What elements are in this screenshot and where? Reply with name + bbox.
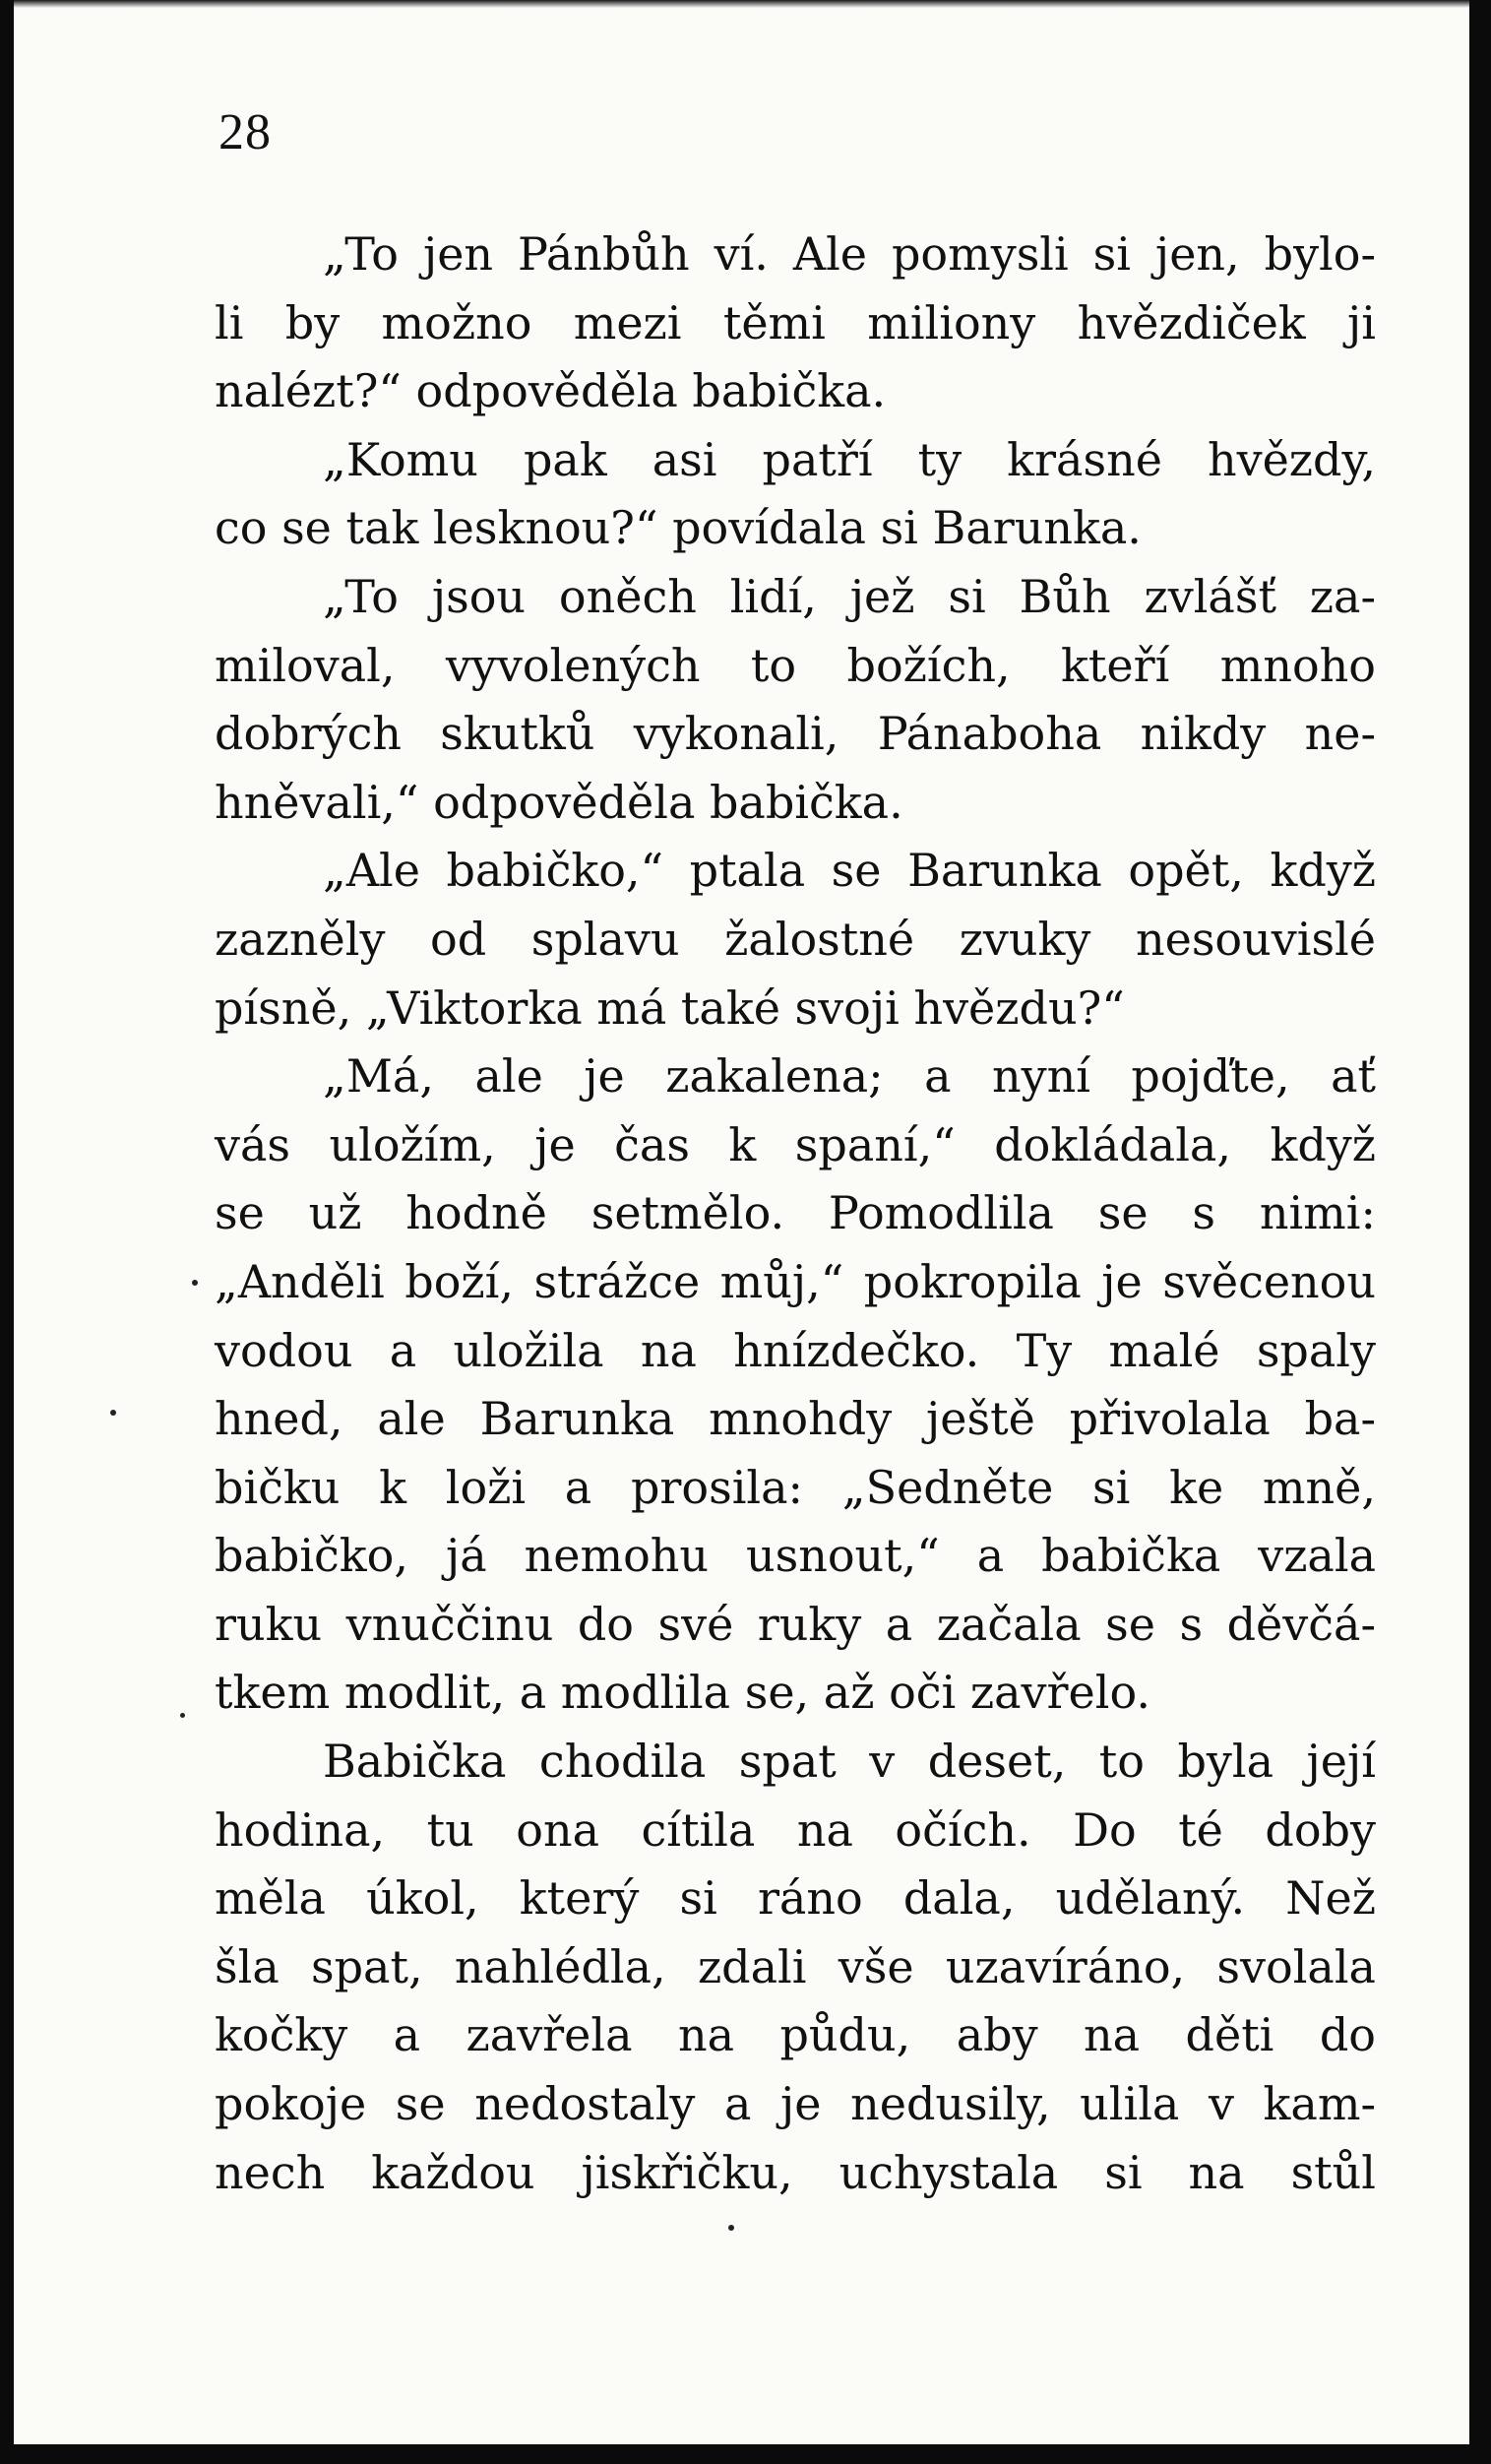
scan-speck [110,1410,116,1416]
text-line: vás uložím, je čas k spaní,“ dokládala, když [215,1117,1376,1171]
text-line: písně, „Viktorka má také svoji hvězdu?“ [215,980,1125,1035]
scan-edge-bottom [0,2444,1491,2464]
text-line: nech každou jiskřičku, uchystala si na stůl [215,2145,1376,2199]
text-line: „To jen Pánbůh ví. Ale pomysli si jen, bylo- [323,227,1376,281]
text-line: „Ale babičko,“ ptala se Barunka opět, když [323,844,1376,898]
text-line: hodina, tu ona cítila na očích. Do té doby [215,1802,1376,1857]
body-text [215,221,1376,2207]
text-line: „Anděli boží, strážce můj,“ pokropila je svěcenou [215,1254,1376,1308]
scan-speck [192,1280,198,1286]
text-line: vodou a uložila na hnízdečko. Ty malé spaly [215,1323,1376,1377]
text-line: ruku vnuččinu do své ruky a začala se s děvčá- [215,1597,1376,1651]
text-line: co se tak lesknou?“ povídala si Barunka. [215,501,1142,555]
scan-edge-left [0,0,14,2464]
text-line: zazněly od splavu žalostné zvuky nesouvislé [215,912,1376,966]
page-number: 28 [218,104,272,160]
text-line: šla spat, nahlédla, zdali vše uzavíráno, svolala [215,1939,1376,1993]
text-line: Babička chodila spat v deset, to byla její [323,1735,1376,1789]
text-line: hněvali,“ odpověděla babička. [215,775,903,829]
scan-edge-right [1469,0,1491,2464]
text-line: měla úkol, který si ráno dala, udělaný. Než [215,1871,1376,1926]
text-line: kočky a zavřela na půdu, aby na děti do [215,2008,1376,2062]
text-line: babičko, já nemohu usnout,“ a babička vzala [215,1529,1376,1583]
text-line: bičku k loži a prosila: „Sedněte si ke mně, [215,1460,1376,1514]
text-line: se už hodně setmělo. Pomodlila se s nimi: [215,1186,1376,1240]
text-line: dobrých skutků vykonali, Pánaboha nikdy ne- [215,707,1376,761]
text-line: pokoje se nedostaly a je nedusily, ulila v kam- [215,2077,1376,2131]
text-line: „To jsou oněch lidí, jež si Bůh zvlášť za- [323,569,1376,623]
text-line: nalézt?“ odpověděla babička. [215,364,887,418]
text-line: li by možno mezi těmi miliony hvězdiček ji [215,295,1376,349]
text-line: „Má, ale je zakalena; a nyní pojďte, ať [323,1049,1376,1104]
text-line: miloval, vyvolených to božích, kteří mnoho [215,638,1376,692]
text-line: „Komu pak asi patří ty krásné hvězdy, [323,432,1376,486]
text-line: tkem modlit, a modlila se, až oči zavřelo. [215,1666,1150,1720]
scan-speck [180,1713,185,1718]
text-line: hned, ale Barunka mnohdy ještě přivolala ba- [215,1392,1376,1446]
scan-edge-top [0,0,1491,8]
scan-speck [728,2225,734,2231]
